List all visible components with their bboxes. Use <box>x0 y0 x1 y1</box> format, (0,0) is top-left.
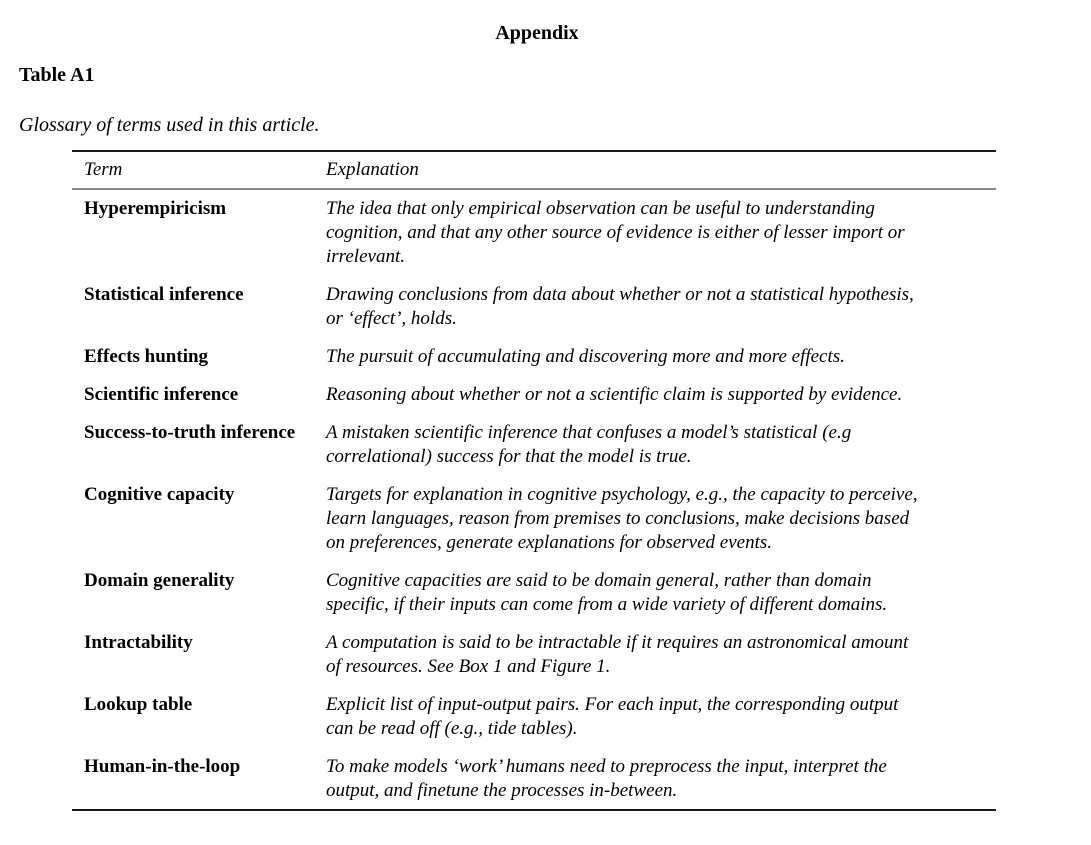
explanation-cell <box>326 283 996 331</box>
table-row <box>72 693 996 741</box>
explanation-line: correlational) success for that the model is true. <box>326 446 692 467</box>
explanation-cell <box>326 755 996 803</box>
explanation-cell <box>326 383 996 407</box>
table-label: Table A1 <box>19 64 95 86</box>
term-cell: Statistical inference <box>84 284 244 305</box>
table-row <box>72 197 996 269</box>
explanation-line: To make models ‘work’ humans need to preprocess the input, interpret the <box>326 756 887 777</box>
explanation-cell <box>326 693 996 741</box>
table-row <box>72 345 996 369</box>
term-cell: Human-in-the-loop <box>84 756 241 777</box>
table-body <box>72 190 996 803</box>
term-cell: Hyperempiricism <box>84 198 227 219</box>
term-cell: Cognitive capacity <box>84 484 235 505</box>
explanation-line: Drawing conclusions from data about whether or not a statistical hypothesis, <box>326 284 914 305</box>
table-row <box>72 421 996 469</box>
explanation-line: on preferences, generate explanations for observed events. <box>326 532 773 553</box>
table-row <box>72 755 996 803</box>
explanation-cell <box>326 345 996 369</box>
column-header-term: Term <box>84 159 123 180</box>
explanation-line: The pursuit of accumulating and discovering more and more effects. <box>326 346 845 367</box>
column-header-explanation: Explanation <box>326 159 419 180</box>
term-cell: Effects hunting <box>84 346 209 367</box>
explanation-cell <box>326 569 996 617</box>
explanation-cell <box>326 421 996 469</box>
explanation-line: specific, if their inputs can come from a wide variety of different domains. <box>326 594 888 615</box>
table-caption: Glossary of terms used in this article. <box>19 114 320 136</box>
table-row <box>72 569 996 617</box>
term-cell: Scientific inference <box>84 384 239 405</box>
explanation-line: or ‘effect’, holds. <box>326 308 457 329</box>
explanation-cell <box>326 631 996 679</box>
explanation-line: output, and finetune the processes in-between. <box>326 780 678 801</box>
explanation-line: learn languages, reason from premises to conclusions, make decisions based <box>326 508 910 529</box>
explanation-line: The idea that only empirical observation can be useful to understanding <box>326 198 875 219</box>
table-row <box>72 631 996 679</box>
term-cell: Domain generality <box>84 570 235 591</box>
explanation-line: Cognitive capacities are said to be domain general, rather than domain <box>326 570 872 591</box>
explanation-line: A computation is said to be intractable if it requires an astronomical amount <box>326 632 909 653</box>
explanation-line: irrelevant. <box>326 246 405 267</box>
term-cell: Intractability <box>84 632 193 653</box>
explanation-line: Targets for explanation in cognitive psychology, e.g., the capacity to perceive, <box>326 484 918 505</box>
explanation-cell <box>326 197 996 269</box>
term-cell: Lookup table <box>84 694 193 715</box>
term-cell: Success-to-truth inference <box>84 422 296 443</box>
explanation-line: A mistaken scientific inference that confuses a model’s statistical (e.g <box>326 422 852 443</box>
explanation-line: of resources. See Box 1 and Figure 1. <box>326 656 611 677</box>
table-row <box>72 483 996 555</box>
explanation-line: cognition, and that any other source of evidence is either of lesser import or <box>326 222 905 243</box>
explanation-line: Explicit list of input-output pairs. For each input, the corresponding output <box>326 694 899 715</box>
explanation-cell <box>326 483 996 555</box>
explanation-line: Reasoning about whether or not a scientific claim is supported by evidence. <box>326 384 903 405</box>
bottom-rule <box>72 809 996 811</box>
table-row <box>72 383 996 407</box>
glossary-table <box>72 150 996 811</box>
header-row <box>72 152 996 188</box>
appendix-heading: Appendix <box>495 22 579 44</box>
table-row <box>72 283 996 331</box>
explanation-line: can be read off (e.g., tide tables). <box>326 718 578 739</box>
